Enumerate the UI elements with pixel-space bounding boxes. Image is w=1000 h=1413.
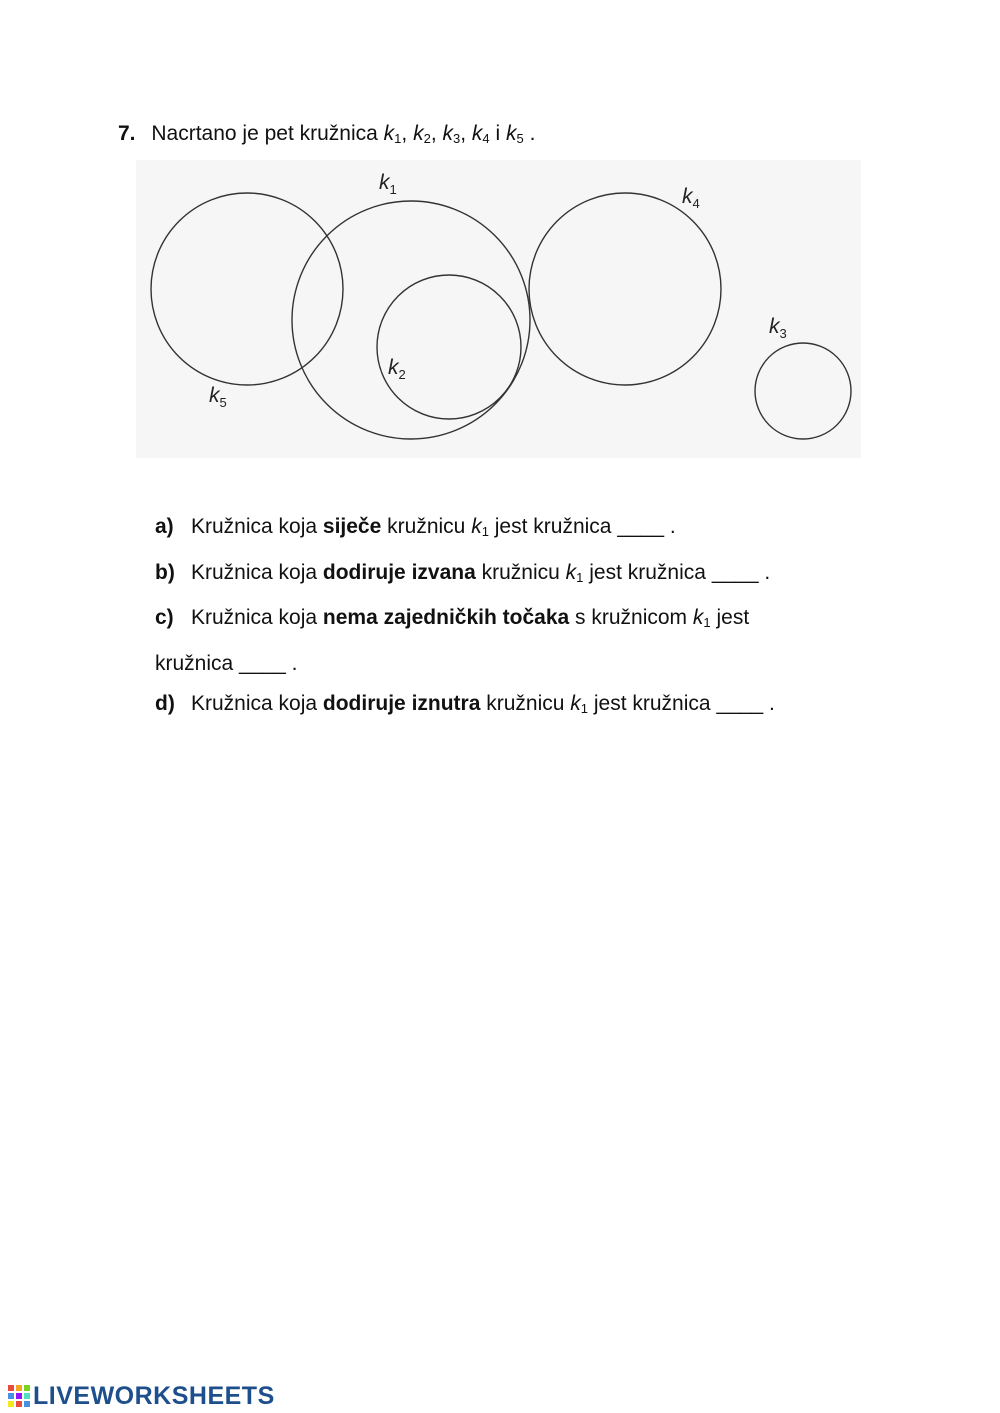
k-letter: k: [383, 122, 395, 145]
question-text: jest kružnica: [589, 560, 706, 584]
k-letter: k: [442, 122, 453, 145]
separator: ,: [401, 122, 408, 145]
answer-blank[interactable]: ____: [711, 560, 759, 584]
question-text: jest: [716, 606, 750, 629]
question-letter: d): [155, 692, 175, 715]
label-k1: $k_1$: [379, 171, 397, 197]
question-keyword: nema zajedničkih točaka: [322, 606, 570, 629]
k-sub: 5: [516, 131, 524, 146]
period: .: [669, 515, 676, 538]
question-text: Kružnica koja: [191, 515, 318, 538]
question-text: jest kružnica: [494, 515, 612, 538]
k-letter: k: [692, 606, 704, 629]
liveworksheets-logo-icon: [8, 1385, 30, 1407]
circle-k2: [377, 275, 521, 419]
question-text: kružnica: [155, 651, 234, 675]
k-letter: k: [570, 692, 581, 715]
question-c-continuation: [155, 644, 915, 685]
question-text: kružnicu: [387, 515, 466, 538]
question-text: Kružnica koja: [191, 606, 318, 629]
question-text: s kružnicom: [575, 606, 688, 629]
question-text: kružnicu: [486, 692, 565, 715]
circle-k4: [529, 193, 721, 385]
k-sub: 1: [580, 701, 589, 716]
question-keyword: siječe: [322, 515, 382, 538]
k-sub: 4: [482, 131, 490, 146]
answer-blank[interactable]: ____: [716, 692, 764, 715]
circles-figure: [136, 160, 861, 458]
question-c: [155, 598, 915, 644]
period: .: [769, 692, 775, 715]
question-letter: a): [155, 515, 174, 538]
answer-blank[interactable]: ____: [239, 651, 286, 675]
questions-list: [155, 507, 915, 730]
separator: ,: [460, 122, 467, 145]
k-sub: 3: [453, 131, 461, 146]
k-letter: k: [471, 515, 482, 538]
brand-name: LIVEWORKSHEETS: [33, 1381, 275, 1410]
task-intro: Nacrtano je pet kružnica: [151, 122, 378, 145]
question-a: [155, 507, 915, 553]
k-sub: 1: [481, 524, 489, 539]
k-letter: k: [565, 560, 577, 584]
period: .: [529, 122, 536, 145]
k-sub: 1: [703, 615, 711, 630]
circle-k3: [755, 343, 851, 439]
label-k2: $k_2$: [388, 356, 406, 382]
question-letter: b): [155, 560, 175, 584]
question-text: Kružnica koja: [191, 692, 318, 715]
question-letter: c): [155, 606, 174, 629]
question-text: jest kružnica: [593, 692, 711, 715]
separator: ,: [430, 122, 437, 145]
question-text: kružnicu: [481, 560, 560, 584]
k-letter: k: [471, 122, 483, 145]
circle-k5: [151, 193, 343, 385]
answer-blank[interactable]: ____: [617, 515, 665, 538]
label-k4: $k_4$: [682, 185, 700, 211]
task-number: 7.: [118, 122, 136, 145]
circles-diagram: [136, 160, 861, 458]
brand-footer[interactable]: [8, 1381, 275, 1411]
question-b: [155, 553, 915, 599]
question-d: [155, 684, 915, 730]
k-sub: 2: [423, 131, 431, 146]
k-letter: k: [413, 122, 424, 145]
k-sub: 1: [394, 131, 402, 146]
k-sub: 1: [576, 569, 584, 585]
label-k5: $k_5$: [209, 384, 227, 410]
k-letter: k: [506, 122, 517, 145]
question-keyword: dodiruje izvana: [322, 560, 476, 584]
period: .: [764, 560, 771, 584]
task-title: [118, 120, 535, 153]
question-keyword: dodiruje iznutra: [322, 692, 481, 715]
label-k3: $k_3$: [769, 315, 787, 341]
period: .: [291, 651, 298, 675]
question-text: Kružnica koja: [191, 560, 318, 584]
conjunction: i: [495, 122, 501, 145]
